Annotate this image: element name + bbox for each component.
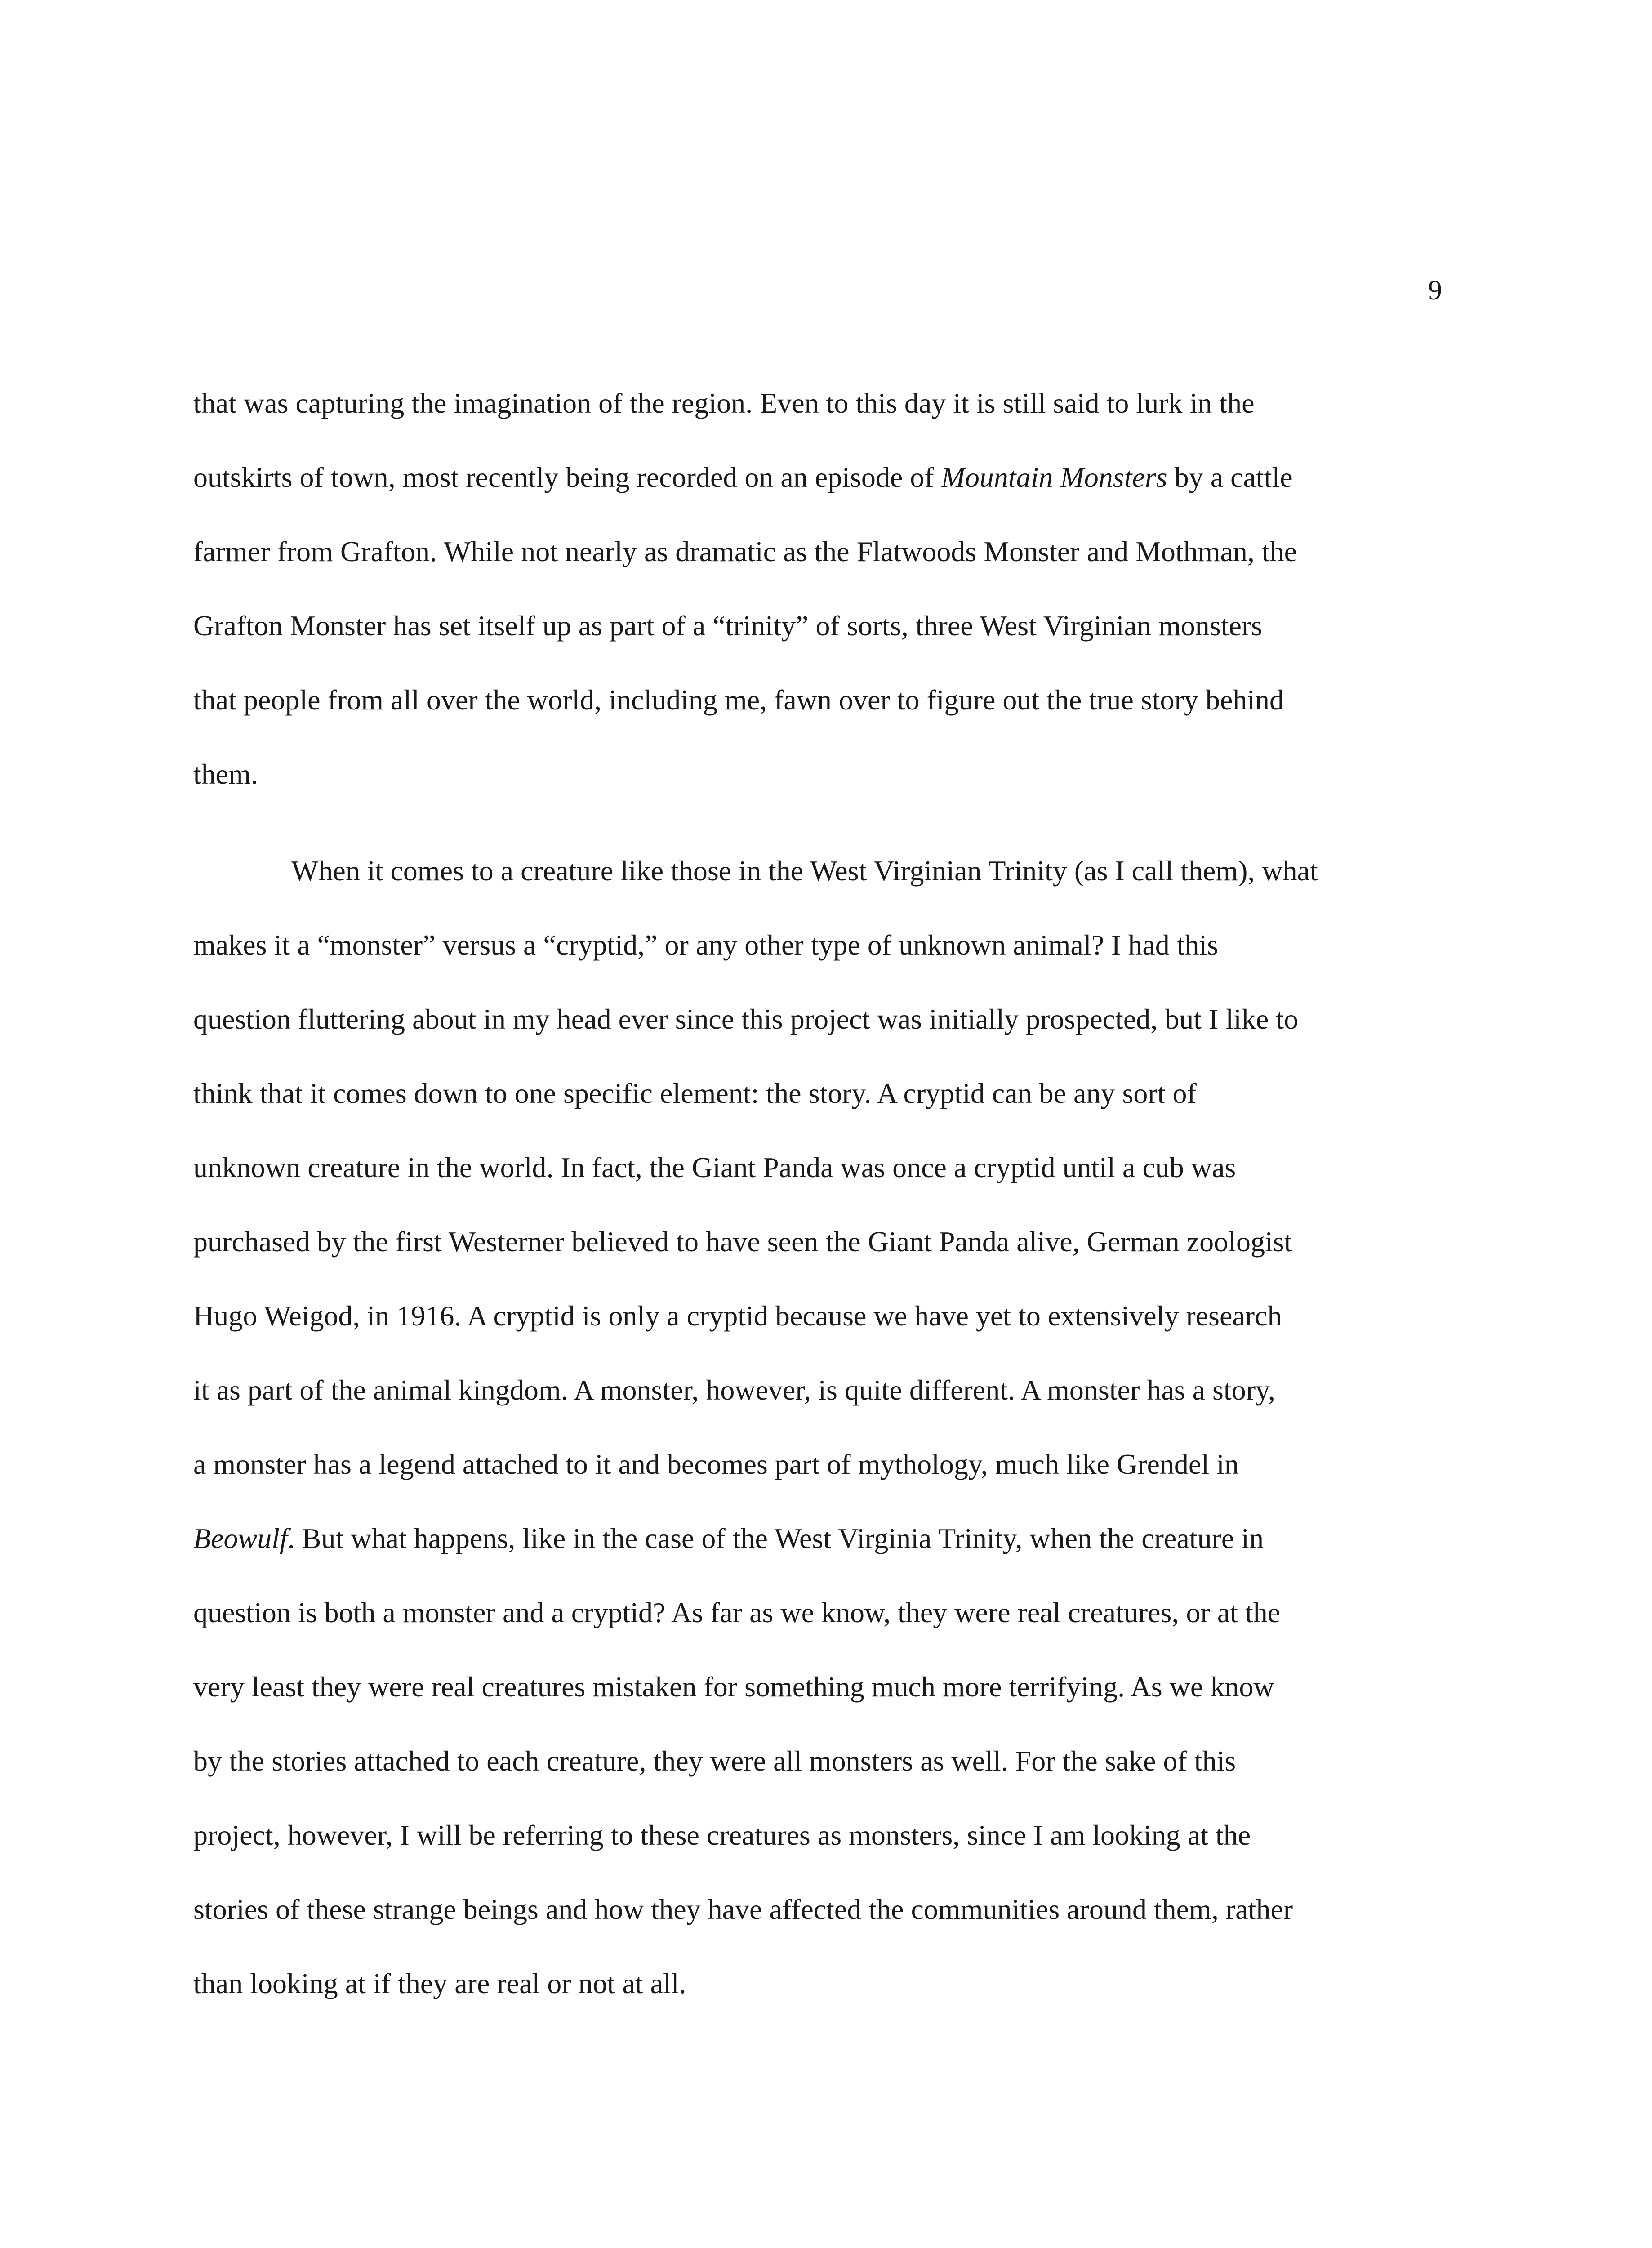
text-segment: very least they were real creatures mistaken for something much more terrifying. As we know [193, 1671, 1274, 1703]
paragraph-1 [193, 366, 1459, 811]
text-segment: unknown creature in the world. In fact, the Giant Panda was once a cryptid until a cub was [193, 1151, 1236, 1183]
paragraph-2 [193, 834, 1459, 2021]
body-text [193, 366, 1459, 2021]
text-line [193, 514, 1459, 589]
text-line [193, 1724, 1459, 1798]
text-segment: makes it a “monster” versus a “cryptid,” or any other type of unknown animal? I had this [193, 929, 1219, 961]
text-segment: farmer from Grafton. While not nearly as dramatic as the Flatwoods Monster and Mothman, the [193, 535, 1297, 567]
text-line [193, 1946, 1459, 2021]
page-number: 9 [1428, 275, 1442, 306]
text-line [193, 1650, 1459, 1724]
text-line [193, 1872, 1459, 1946]
text-segment: purchased by the first Westerner believed to have seen the Giant Panda alive, German zoologist [193, 1226, 1292, 1258]
text-segment: Grafton Monster has set itself up as part of a “trinity” of sorts, three West Virginian monsters [193, 610, 1263, 642]
text-segment: by a cattle [1167, 461, 1293, 493]
text-segment: Hugo Weigod, in 1916. A cryptid is only a cryptid because we have yet to extensively research [193, 1300, 1282, 1332]
text-segment: project, however, I will be referring to these creatures as monsters, since I am looking at the [193, 1819, 1251, 1851]
text-line [193, 1279, 1459, 1353]
text-segment: question is both a monster and a cryptid? As far as we know, they were real creatures, or at the [193, 1597, 1281, 1628]
text-segment: that people from all over the world, including me, fawn over to figure out the true story behind [193, 684, 1284, 716]
italic-title: Mountain Monsters [941, 461, 1167, 493]
text-line [193, 589, 1459, 663]
text-line [193, 366, 1459, 440]
italic-title: Beowulf [193, 1522, 288, 1554]
text-line [193, 1575, 1459, 1650]
text-segment: outskirts of town, most recently being recorded on an episode of [193, 461, 941, 493]
text-line [193, 982, 1459, 1056]
text-line [193, 1501, 1459, 1575]
text-segment: think that it comes down to one specific element: the story. A cryptid can be any sort of [193, 1077, 1197, 1109]
text-segment: a monster has a legend attached to it and becomes part of mythology, much like Grendel in [193, 1448, 1239, 1480]
text-segment: that was capturing the imagination of the region. Even to this day it is still said to lurk in the [193, 387, 1255, 419]
text-line [193, 737, 1459, 811]
text-segment: When it comes to a creature like those in the West Virginian Trinity (as I call them), what [291, 855, 1318, 887]
text-line [193, 834, 1459, 908]
text-segment: question fluttering about in my head ever since this project was initially prospected, but I like to [193, 1003, 1299, 1035]
text-segment: stories of these strange beings and how they have affected the communities around them, rather [193, 1893, 1293, 1925]
text-line [193, 1353, 1459, 1427]
text-line [193, 1204, 1459, 1279]
text-line [193, 440, 1459, 514]
text-line [193, 663, 1459, 737]
paragraph-gap [193, 811, 1459, 834]
text-line [193, 1798, 1459, 1872]
text-segment: it as part of the animal kingdom. A monster, however, is quite different. A monster has a story, [193, 1374, 1275, 1406]
text-segment: than looking at if they are real or not at all. [193, 1967, 686, 1999]
text-segment: them. [193, 758, 258, 790]
text-line [193, 1130, 1459, 1204]
text-segment: by the stories attached to each creature, they were all monsters as well. For the sake of this [193, 1745, 1236, 1777]
text-line [193, 1056, 1459, 1130]
text-line [193, 908, 1459, 982]
text-line [193, 1427, 1459, 1501]
text-segment: . But what happens, like in the case of the West Virginia Trinity, when the creature in [287, 1522, 1264, 1554]
